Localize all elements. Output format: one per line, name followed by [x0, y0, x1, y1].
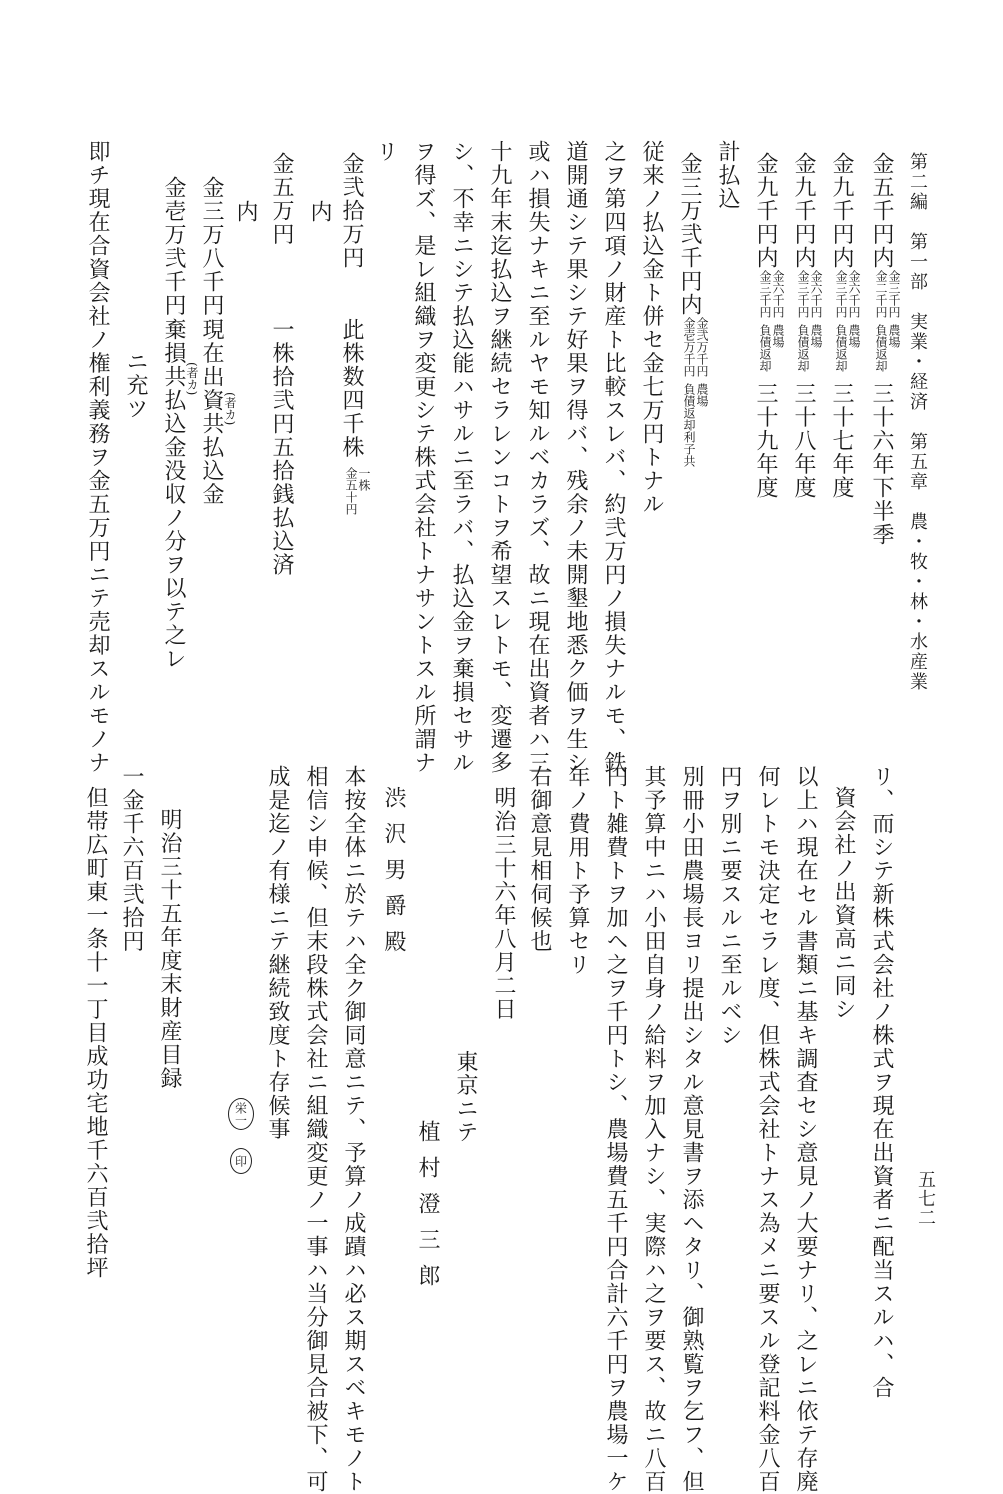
stock-total: 金弐拾万円	[339, 152, 364, 270]
right-line-7: 其予算中ニハ小田自身ノ給料ヲ加入ナシ、実際ハ之ヲ要ス、故ニ八百	[641, 765, 666, 1494]
ledger-row-4-period: 三十九年度	[753, 381, 778, 499]
paid-amount: 金五万円	[269, 152, 294, 246]
ledger-row-2-category: 農場 負債返却	[834, 323, 861, 372]
item2-continuation: ニ充ツ	[123, 350, 148, 421]
right-line-10: 右御意見相伺候也	[527, 765, 552, 953]
para1-line-3: 道開通シテ果シテ好果ヲ得バ、残余ノ未開墾地悉ク価ヲ生シ	[563, 140, 588, 775]
breakdown-label-2: 内	[233, 200, 258, 224]
para1-line-4: 或ハ損失ナキニ至ルヤモ知ルベカラズ、故ニ現在出資者ハ三	[525, 140, 550, 775]
para1-line-8: リ	[373, 140, 398, 164]
total-row-category: 農場 負債返却利子共	[682, 382, 709, 467]
right-line-6: 別冊小田農場長ヨリ提出シタル意見書ヲ添ヘタリ、御熟覧ヲ乞フ、但	[679, 765, 704, 1494]
stock-count: 此株数四千株	[339, 318, 364, 459]
ledger-row-3	[792, 152, 822, 499]
ledger-row-1-amount: 金五千円内	[869, 152, 894, 270]
item1-description: 現在出資共払込金	[199, 318, 224, 506]
ledger-row-2-period: 三十七年度	[829, 381, 854, 499]
right-line-3: 以上ハ現在セル書類ニ基キ調査セシ意見ノ大要ナリ、之レニ依テ存廃	[793, 765, 818, 1494]
right-line-2: 資会社ノ出資高ニ同シ	[831, 786, 856, 1021]
seal-eiichi: 栄一	[228, 1098, 254, 1130]
item2-description: 棄損共払込金没収ノ分ヲ以テ之レ	[161, 318, 186, 671]
item2-note: (者カ)	[185, 362, 199, 396]
letter-date: 明治三十六年八月二日	[491, 786, 516, 1021]
ledger-row-4-amount: 金九千円内	[753, 152, 778, 270]
right-line-5: 円ヲ別ニ要スルニ至ルベシ	[717, 765, 742, 1047]
ledger-row-1	[870, 152, 900, 546]
para1-line-5: 十九年末迄払込ヲ継続セラレンコトヲ希望スレトモ、変遷多	[487, 140, 512, 775]
total-row	[678, 152, 708, 467]
seal-mark: 印	[230, 1148, 252, 1174]
ledger-row-4	[754, 152, 784, 499]
inventory-title: 明治三十五年度末財産目録	[157, 808, 182, 1090]
item1-note: (者カ)	[223, 392, 237, 426]
stock-count-line	[340, 318, 370, 515]
para1-line-1: 従来ノ払込金ト併セ金七万円トナル	[639, 140, 664, 516]
total-row-amount: 金三万弐千円内	[677, 152, 702, 317]
letter-recipient: 渋沢男爵殿	[381, 786, 406, 966]
ledger-row-1-split: 金三千円 金二千円	[874, 269, 901, 318]
breakdown-label-1: 内	[307, 200, 332, 224]
para1-line-6: シ、不幸ニシテ払込能ハサルニ至ラバ、払込金ヲ棄損セサル	[449, 140, 474, 775]
ledger-row-1-period: 三十六年下半季	[869, 381, 894, 546]
paid-description: 一株拾弐円五拾銭払込済	[269, 318, 294, 577]
ledger-row-2	[830, 152, 860, 499]
letter-sender: 植村澄三郎	[415, 1120, 440, 1300]
para1-line-7: ヲ得ズ、是レ組織ヲ変更シテ株式会社トナサントスル所謂ナ	[411, 140, 436, 775]
total-label: 計払込	[715, 140, 740, 211]
right-line-4: 何レトモ決定セラレ度、但株式会社トナス為メニ要スル登記料金八百	[755, 765, 780, 1494]
ledger-row-4-split: 金六千円 金三千円	[758, 269, 785, 318]
page-number: 五七二	[915, 1170, 936, 1227]
ledger-row-2-amount: 金九千円内	[829, 152, 854, 270]
ledger-row-1-category: 農場 負債返却	[874, 323, 901, 372]
inventory-item-1-description: 但帯広町東一条十一丁目成功宅地千六百弐拾坪	[83, 786, 108, 1280]
reply-line-2: 相信シ申候、但末段株式会社ニ組織変更ノ一事ハ当分御見合被下、可	[303, 765, 328, 1494]
reply-line-3: 成是迄ノ有様ニテ継続致度ト存候事	[265, 765, 290, 1141]
right-line-9: 年ノ費用ト予算セリ	[565, 765, 590, 977]
ledger-row-3-amount: 金九千円内	[791, 152, 816, 270]
per-share-value: 一株 金五十円	[344, 467, 371, 515]
ledger-row-2-split: 金六千円 金三千円	[834, 269, 861, 318]
right-line-8: 円ト雑費トヲ加ヘ之ヲ千円トシ、農場費五千円合計六千円ヲ農場一ケ	[603, 765, 628, 1494]
ledger-row-3-split: 金六千円 金三千円	[796, 269, 823, 318]
inventory-item-1: 一金千六百弐拾円	[119, 765, 144, 953]
ledger-row-4-category: 農場 負債返却	[758, 323, 785, 372]
letter-place: 東京ニテ	[453, 1050, 478, 1144]
para1-line-2: 之ヲ第四項ノ財産ト比較スレバ、約弐万円ノ損失ナルモ、鉄	[601, 140, 626, 775]
item2-amount: 金壱万弐千円	[161, 176, 186, 317]
ledger-row-3-category: 農場 負債返却	[796, 323, 823, 372]
total-row-split: 金弐万千円 金壱万千円	[682, 316, 709, 377]
ledger-row-3-period: 三十八年度	[791, 381, 816, 499]
chapter-header: 第二編 第一部 実業・経済 第五章 農・牧・林・水産業	[907, 152, 928, 692]
item1-amount: 金三万八千円	[199, 176, 224, 317]
reply-line-1: 本按全体ニ於テハ全ク御同意ニテ、予算ノ成蹟ハ必ス期スベキモノト	[341, 765, 366, 1494]
right-line-1: リ、而シテ新株式会社ノ株式ヲ現在出資者ニ配当スルハ、合	[869, 765, 894, 1400]
closing-line: 即チ現在合資会社ノ権利義務ヲ金五万円ニテ売却スルモノナ	[85, 140, 110, 775]
